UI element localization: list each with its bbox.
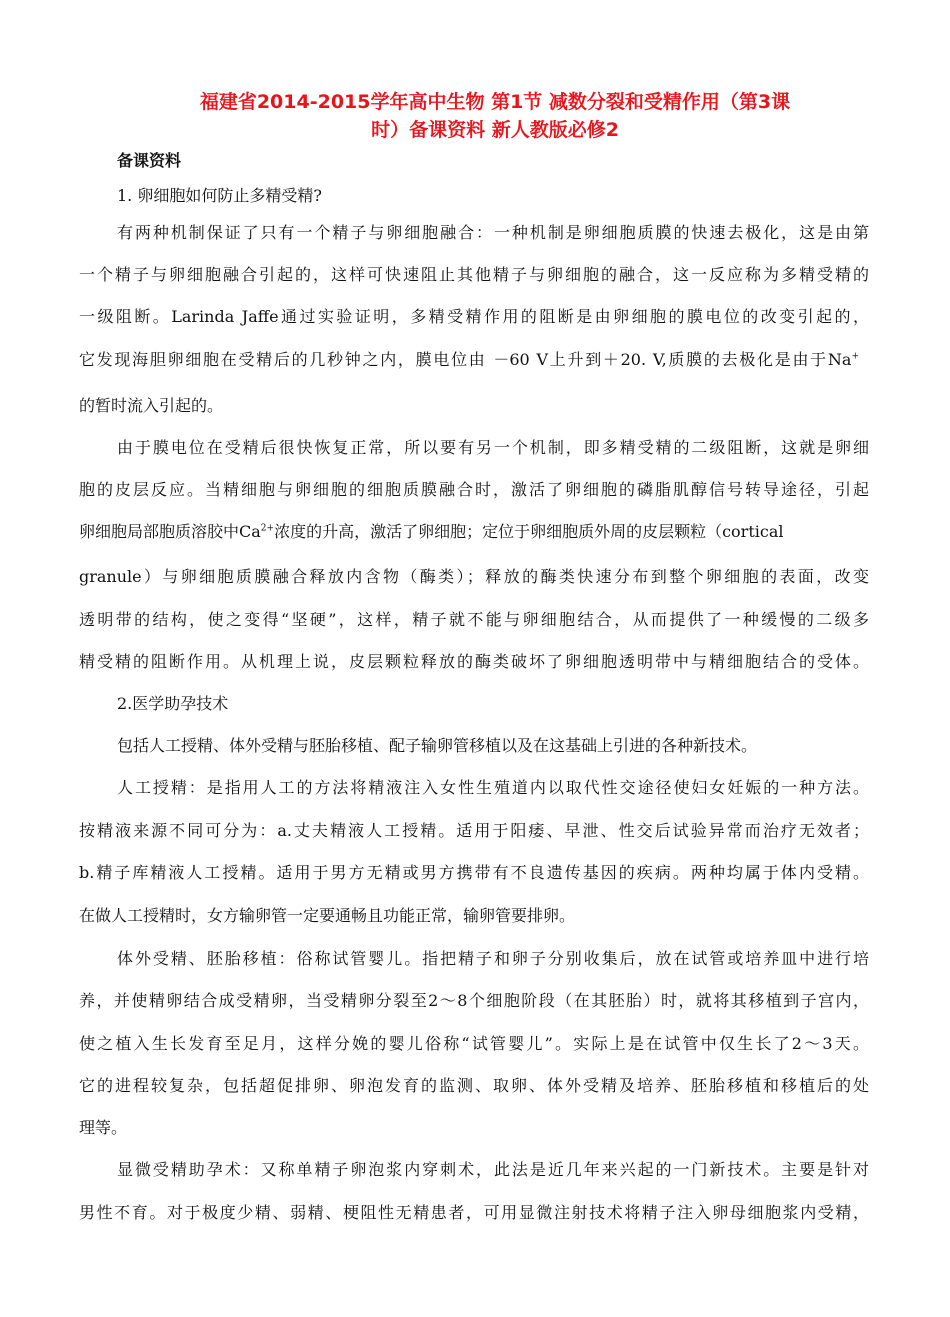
- na-superscript: +: [851, 351, 859, 362]
- paragraph-line: 它发现海胆卵细胞在受精后的几秒钟之内，膜电位由 －60 V上升到＋20. V,质膜的去极化是由于Na+: [79, 350, 859, 369]
- paragraph-line: 显微受精助孕术：又称单精子卵泡浆内穿刺术，此法是近几年来兴起的一门新技术。主要是针对: [117, 1160, 869, 1179]
- paragraph-line: 养，并使精卵结合成受精卵，当受精卵分裂至2～8个细胞阶段（在其胚胎）时，就将其移植到子宫内，: [79, 991, 869, 1010]
- paragraph-line: b.精子库精液人工授精。适用于男方无精或男方携带有不良遗传基因的疾病。两种均属于体内受精。: [79, 863, 869, 882]
- ca-superscript: 2+: [260, 523, 275, 534]
- title-line-1: 福建省2014-2015学年高中生物 第1节 减数分裂和受精作用（第3课: [199, 91, 791, 113]
- paragraph-line: 在做人工授精时，女方输卵管一定要通畅且功能正常，输卵管要排卵。: [79, 906, 576, 925]
- question-1: 1. 卵细胞如何防止多精受精?: [117, 186, 322, 205]
- paragraph-line: 按精液来源不同可分为：a.丈夫精液人工授精。适用于阳痿、早泄、性交后试验异常而治疗无效者；: [79, 821, 869, 840]
- document-title: [110, 88, 880, 144]
- question-2: 2.医学助孕技术: [117, 694, 229, 713]
- paragraph-line: 使之植入生长发育至足月，这样分娩的婴儿俗称“试管婴儿”。实际上是在试管中仅生长了2～3天。: [79, 1034, 869, 1053]
- paragraph-line: 理等。: [79, 1118, 128, 1137]
- paragraph-line: 透明带的结构，使之变得“坚硬”，这样，精子就不能与卵细胞结合，从而提供了一种缓慢的二级多: [79, 610, 869, 629]
- section-heading: 备课资料: [117, 151, 182, 170]
- paragraph-line: granule）与卵细胞质膜融合释放内含物（酶类）；释放的酶类快速分布到整个卵细胞的表面，改变: [79, 567, 869, 586]
- paragraph-line: 包括人工授精、体外受精与胚胎移植、配子输卵管移植以及在这基础上引进的各种新技术。: [117, 736, 758, 755]
- paragraph-line: 有两种机制保证了只有一个精子与卵细胞融合：一种机制是卵细胞质膜的快速去极化，这是由第: [117, 223, 869, 242]
- paragraph-line: 胞的皮层反应。当精细胞与卵细胞的细胞质膜融合时，激活了卵细胞的磷脂肌醇信号转导途径，引起: [79, 480, 869, 499]
- paragraph-line: 由于膜电位在受精后很快恢复正常，所以要有另一个机制，即多精受精的二级阻断，这就是卵细: [117, 438, 869, 457]
- paragraph-line: 男性不育。对于极度少精、弱精、梗阻性无精患者，可用显微注射技术将精子注入卵母细胞浆内受精，: [79, 1203, 869, 1222]
- paragraph-line: 一级阻断。Larinda Jaffe通过实验证明，多精受精作用的阻断是由卵细胞的膜电位的改变引起的，: [79, 307, 869, 326]
- paragraph-line: 体外受精、胚胎移植：俗称试管婴儿。指把精子和卵子分别收集后，放在试管或培养皿中进行培: [117, 949, 869, 968]
- paragraph-line: 的暂时流入引起的。: [79, 396, 224, 415]
- paragraph-line: 它的进程较复杂，包括超促排卵、卵泡发育的监测、取卵、体外受精及培养、胚胎移植和移植后的处: [79, 1076, 869, 1095]
- paragraph-line: 卵细胞局部胞质溶胶中$Ca^{2+}$浓度的升高，激活了卵细胞；定位于卵细胞质外周的皮层颗粒（cortical: [79, 522, 784, 541]
- paragraph-line: 精受精的阻断作用。从机理上说，皮层颗粒释放的酶类破坏了卵细胞透明带中与精细胞结合的受体。: [79, 652, 869, 671]
- paragraph-line: 一个精子与卵细胞融合引起的，这样可快速阻止其他精子与卵细胞的融合，这一反应称为多精受精的: [79, 265, 869, 284]
- paragraph-line: 人工授精：是指用人工的方法将精液注入女性生殖道内以取代性交途径使妇女妊娠的一种方法。: [117, 778, 869, 797]
- title-line-2: 时）备课资料 新人教版必修2: [371, 119, 619, 141]
